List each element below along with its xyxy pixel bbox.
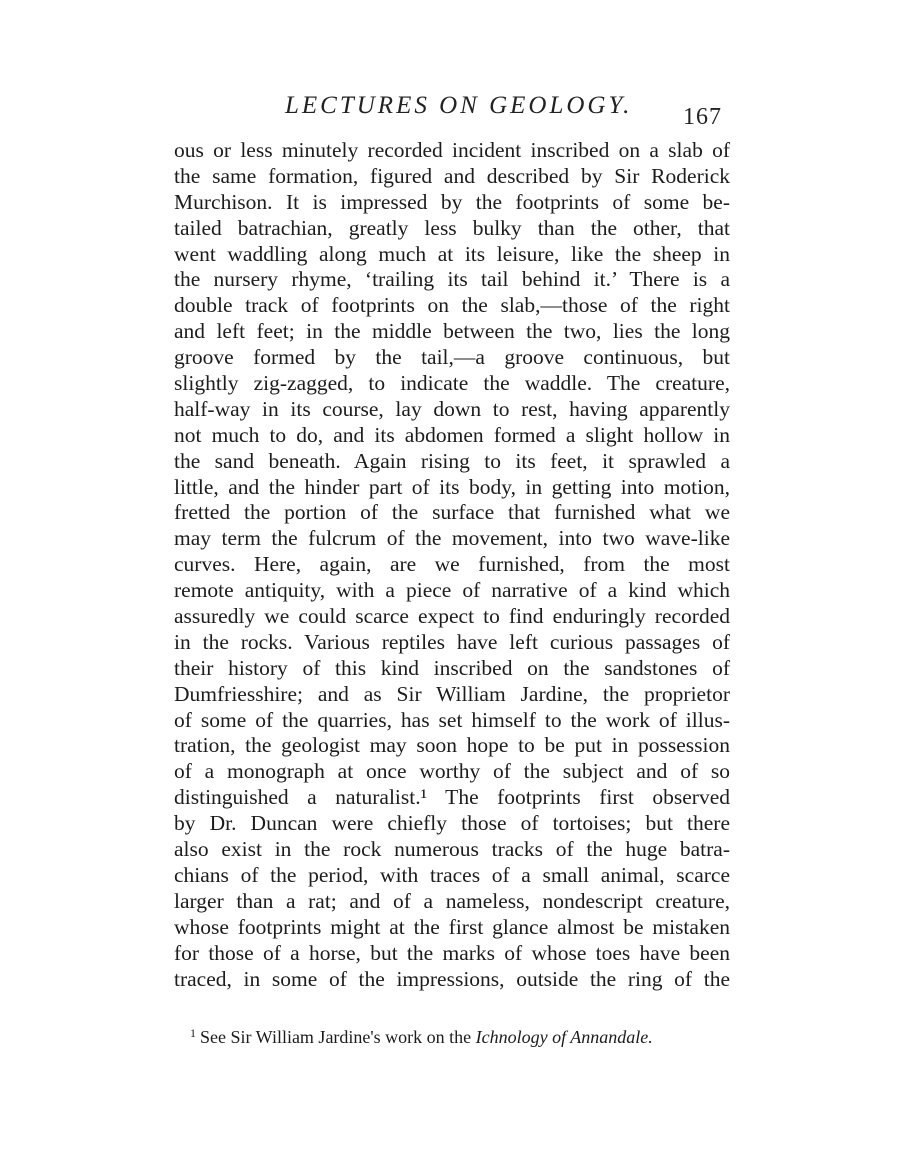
text-line: also exist in the rock numerous tracks of the huge batra- (174, 837, 730, 862)
text-line: double track of footprints on the slab,—those of the right (174, 293, 730, 318)
text-line: may term the fulcrum of the movement, into two wave-like (174, 526, 730, 551)
text-line: and left feet; in the middle between the two, lies the long (174, 319, 730, 344)
text-line: half-way in its course, lay down to rest, having apparently (174, 396, 730, 421)
text-line: assuredly we could scarce expect to find enduringly recorded (174, 604, 730, 629)
text-line: distinguished a naturalist.¹ The footprints first observed (174, 785, 730, 810)
text-line: slightly zig-zagged, to indicate the waddle. The creature, (174, 371, 730, 396)
text-line: the same formation, figured and described by Sir Roderick (174, 163, 730, 188)
text-line: fretted the portion of the surface that furnished what we (174, 500, 730, 525)
text-line: in the rocks. Various reptiles have left curious passages of (174, 629, 730, 654)
text-line: went waddling along much at its leisure, like the sheep in (174, 241, 730, 266)
text-line: of a monograph at once worthy of the subject and of so (174, 759, 730, 784)
body-text (174, 138, 730, 992)
text-line: little, and the hinder part of its body, in getting into motion, (174, 474, 730, 499)
text-line: curves. Here, again, are we furnished, from the most (174, 552, 730, 577)
text-line: remote antiquity, with a piece of narrative of a kind which (174, 578, 730, 603)
text-line: not much to do, and its abdomen formed a slight hollow in (174, 422, 730, 447)
text-line: Dumfriesshire; and as Sir William Jardine, the proprietor (174, 681, 730, 706)
text-line: tailed batrachian, greatly less bulky than the other, that (174, 215, 730, 240)
text-line: their history of this kind inscribed on the sandstones of (174, 655, 730, 680)
text-line: traced, in some of the impressions, outside the ring of the (174, 966, 730, 991)
page-number: 167 (683, 104, 722, 130)
footnote-text: See Sir William Jardine's work on the (200, 1027, 476, 1047)
text-line: tration, the geologist may soon hope to be put in possession (174, 733, 730, 758)
footnote-work-title: Ichnology of Annandale. (475, 1027, 653, 1047)
text-line: the sand beneath. Again rising to its feet, it sprawled a (174, 448, 730, 473)
text-line: by Dr. Duncan were chiefly those of tortoises; but there (174, 811, 730, 836)
footnote-marker: 1 (190, 1026, 196, 1040)
text-line: of some of the quarries, has set himself to the work of illus- (174, 707, 730, 732)
text-line: Murchison. It is impressed by the footprints of some be- (174, 189, 730, 214)
text-line: whose footprints might at the first glance almost be mistaken (174, 914, 730, 939)
text-line: ous or less minutely recorded incident inscribed on a slab of (174, 138, 730, 162)
footnote (190, 1026, 653, 1048)
text-line: chians of the period, with traces of a small animal, scarce (174, 862, 730, 887)
text-line: groove formed by the tail,—a groove continuous, but (174, 345, 730, 370)
text-line: the nursery rhyme, ‘trailing its tail behind it.’ There is a (174, 267, 730, 292)
text-line: for those of a horse, but the marks of whose toes have been (174, 940, 730, 965)
text-line: larger than a rat; and of a nameless, nondescript creature, (174, 888, 730, 913)
running-head-title: LECTURES ON GEOLOGY. (285, 92, 633, 119)
